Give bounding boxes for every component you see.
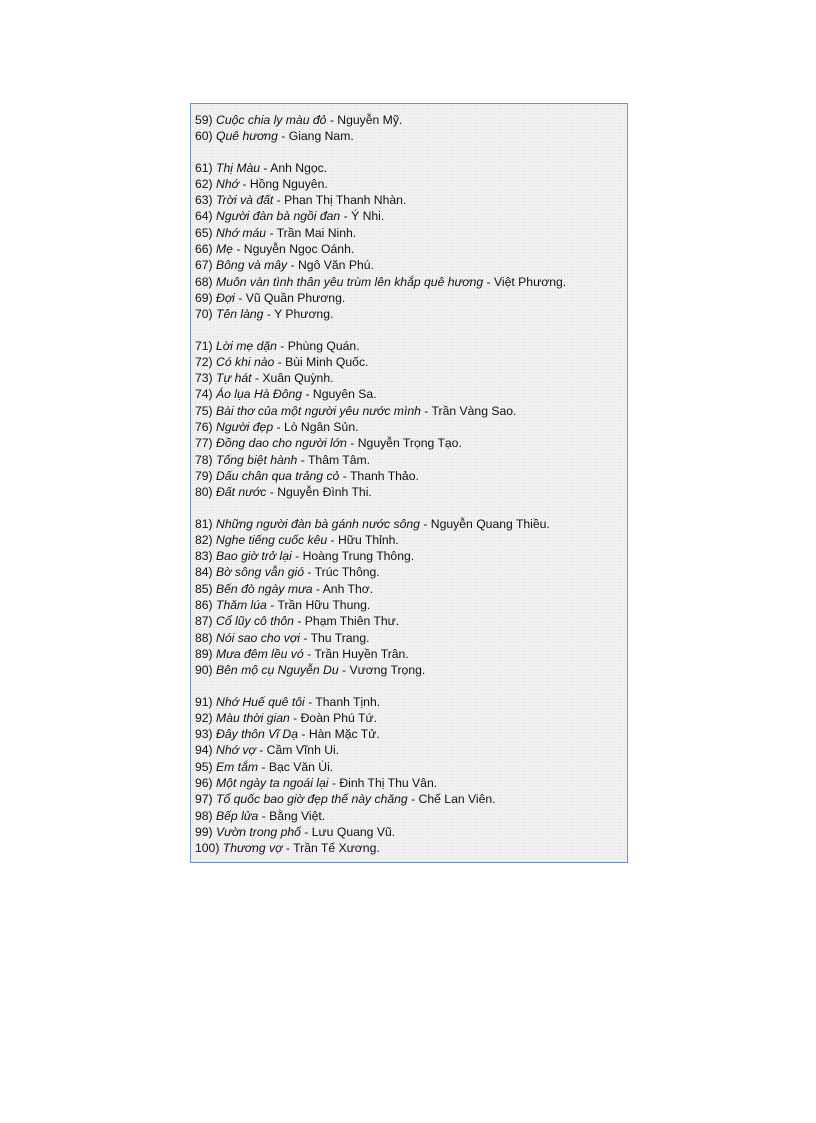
poem-author: Trần Vàng Sao. [431,403,517,418]
poem-author: Hàn Mặc Tử. [308,727,380,742]
poem-entry: 99) Vườn trong phố - Lưu Quang Vũ. [195,824,396,839]
poem-author: Nguyên Sa. [312,387,377,402]
poem-author: Chế Lan Viên. [418,792,496,807]
poem-author: Nguyễn Trọng Tạo. [357,436,462,451]
poem-entry: 92) Màu thời gian - Đoàn Phú Tứ. [195,710,377,725]
poem-number: 64) [195,209,213,224]
poem-number: 60) [195,129,213,144]
poem-title: Bên mộ cụ Nguyễn Du [216,663,339,678]
poem-number: 88) [195,630,213,645]
poem-entry: 70) Tên làng - Y Phương. [195,307,334,322]
poem-title: Tự hát [216,371,252,386]
poem-number: 98) [195,808,213,823]
poem-title: Người đàn bà ngồi đan [216,209,341,224]
poem-title: Dấu chân qua trảng cỏ [216,468,340,483]
poem-entry: 74) Áo lụa Hà Đông - Nguyên Sa. [195,387,377,402]
poem-title: Thị Màu [216,160,261,175]
poem-number: 89) [195,646,213,661]
poem-group [195,338,627,501]
poem-author: Trần Mai Ninh. [276,225,357,240]
poem-title: Bài thơ của một người yêu nước mình [216,403,421,418]
poem-entry: 61) Thị Màu - Anh Ngọc. [195,160,328,175]
poem-number: 76) [195,420,213,435]
poem-author: Hồng Nguyên. [249,176,328,191]
poem-title: Cuộc chia ly màu đỏ [216,113,327,127]
poem-number: 77) [195,436,213,451]
poem-author: Bùi Minh Quốc. [285,354,369,369]
poem-number: 62) [195,176,213,191]
poem-number: 63) [195,193,213,208]
poem-number: 68) [195,274,213,289]
poem-author: Vũ Quần Phương. [245,290,346,305]
poem-entry: 98) Bếp lửa - Bằng Việt. [195,808,326,823]
poem-title: Có khi nào [216,354,275,369]
poem-title: Đất nước [216,485,267,500]
poem-number: 82) [195,532,213,547]
poem-number: 95) [195,759,213,774]
poem-title: Mẹ [216,242,233,257]
poem-number: 65) [195,225,213,240]
poem-entry: 63) Trời và đất - Phan Thị Thanh Nhàn. [195,193,407,208]
poem-entry: 84) Bờ sông vẫn gió - Trúc Thông. [195,565,380,580]
poem-title: Vườn trong phố [216,824,301,839]
poem-number: 71) [195,338,213,353]
poem-author: Bằng Việt. [269,808,326,823]
poem-title: Bến đò ngày mưa [216,581,313,596]
poem-group [195,160,627,323]
poem-entry: 80) Đất nước - Nguyễn Đình Thi. [195,485,372,500]
poem-entry: 77) Đồng dao cho người lớn - Nguyễn Trọng Tạo. [195,436,462,451]
poem-entry: 91) Nhớ Huế quê tôi - Thanh Tịnh. [195,694,381,709]
poem-title: Tống biệt hành [216,452,298,467]
poem-number: 66) [195,242,213,257]
poem-entry: 93) Đây thôn Vĩ Dạ - Hàn Mặc Tử. [195,727,380,742]
poem-number: 85) [195,581,213,596]
poem-entry: 62) Nhớ - Hồng Nguyên. [195,176,328,191]
poem-entry: 88) Nói sao cho vợi - Thu Trang. [195,630,370,645]
poem-author: Nguyễn Quang Thiều. [430,516,550,531]
poem-author: Hoàng Trung Thông. [302,549,415,564]
poem-title: Một ngày ta ngoái lại [216,775,329,790]
poem-number: 74) [195,387,213,402]
poem-author: Thu Trang. [310,630,370,645]
poem-group [195,694,627,857]
poem-entry: 59) Cuộc chia ly màu đỏ - Nguyễn Mỹ. [195,113,403,127]
poem-number: 83) [195,549,213,564]
poem-author: Anh Thơ. [322,581,374,596]
poem-number: 59) [195,113,213,127]
poem-entry: 96) Một ngày ta ngoái lại - Đinh Thị Thu Vân. [195,775,438,790]
poem-title: Nhớ [216,176,239,191]
poem-title: Nói sao cho vợi [216,630,300,645]
poem-title: Đồng dao cho người lớn [216,436,347,451]
poem-title: Đợi [216,290,235,305]
poem-entry: 95) Em tắm - Bạc Văn Ùi. [195,759,334,774]
poem-title: Tên làng [216,307,264,322]
poem-author: Ngô Văn Phú. [298,258,374,273]
poem-author: Đoàn Phú Tứ. [300,710,377,725]
poem-number: 100) [195,841,220,856]
poem-author: Anh Ngọc. [270,160,328,175]
poem-author: Bạc Văn Ùi. [268,759,334,774]
poem-author: Phan Thị Thanh Nhàn. [284,193,407,208]
poem-author: Xuân Quỳnh. [262,371,334,386]
poem-entry: 85) Bến đò ngày mưa - Anh Thơ. [195,581,374,596]
poem-author: Trúc Thông. [314,565,380,580]
poem-entry: 81) Những người đàn bà gánh nước sông - Nguyễn Quang Thiều. [195,516,550,531]
poem-title: Nhớ máu [216,225,267,240]
poem-number: 92) [195,710,213,725]
poem-number: 97) [195,792,213,807]
poem-number: 94) [195,743,213,758]
poem-title: Người đẹp [216,420,274,435]
poem-entry: 64) Người đàn bà ngồi đan - Ý Nhi. [195,209,385,224]
poem-number: 87) [195,614,213,629]
poem-list-box [190,103,628,863]
poem-author: Nguyễn Ngọc Oánh. [243,242,355,257]
poem-title: Bao giờ trở lại [216,549,292,564]
poem-title: Nhớ Huế quê tôi [216,694,305,709]
poem-author: Thanh Thảo. [349,468,419,483]
poem-author: Nguyễn Đình Thi. [277,485,372,500]
poem-entry: 60) Quê hương - Giang Nam. [195,129,354,144]
poem-entry: 73) Tự hát - Xuân Quỳnh. [195,371,334,386]
poem-number: 75) [195,403,213,418]
poem-author: Đinh Thị Thu Vân. [339,775,438,790]
poem-entry: 78) Tống biệt hành - Thâm Tâm. [195,452,371,467]
poem-entry: 67) Bông và mây - Ngô Văn Phú. [195,258,374,273]
poem-title: Quê hương [216,129,278,144]
poem-title: Em tắm [216,759,258,774]
poem-number: 61) [195,160,213,175]
poem-number: 79) [195,468,213,483]
poem-number: 96) [195,775,213,790]
poem-title: Lời mẹ dặn [216,338,277,353]
poem-entry: 82) Nghe tiếng cuốc kêu - Hữu Thỉnh. [195,532,399,547]
poem-author: Phùng Quán. [287,338,360,353]
poem-title: Mưa đêm lều vó [216,646,304,661]
poem-group [195,516,627,679]
poem-author: Ý Nhi. [351,209,385,224]
poem-number: 72) [195,354,213,369]
poem-number: 91) [195,694,213,709]
poem-number: 84) [195,565,213,580]
poem-author: Y Phương. [274,307,334,322]
poem-title: Những người đàn bà gánh nước sông [216,516,420,531]
poem-entry: 83) Bao giờ trở lại - Hoàng Trung Thông. [195,549,415,564]
poem-title: Muôn vàn tình thân yêu trùm lên khắp quê hương [216,274,484,289]
poem-entry: 65) Nhớ máu - Trần Mai Ninh. [195,225,357,240]
poem-author: Trần Tế Xương. [293,841,380,856]
poem-number: 93) [195,727,213,742]
poem-title: Cổ lũy cô thôn [216,614,294,629]
poem-number: 80) [195,485,213,500]
poem-title: Bếp lửa [216,808,259,823]
poem-entry: 71) Lời mẹ dặn - Phùng Quán. [195,338,360,353]
poem-entry: 89) Mưa đêm lều vó - Trần Huyền Trân. [195,646,409,661]
poem-group [195,112,627,145]
poem-author: Trần Hữu Thung. [277,598,371,613]
poem-entry: 68) Muôn vàn tình thân yêu trùm lên khắp quê hương - Việt Phương. [195,274,567,289]
poem-title: Thăm lúa [216,598,267,613]
poem-entry: 94) Nhớ vợ - Cầm Vĩnh Ui. [195,743,340,758]
poem-number: 73) [195,371,213,386]
poem-title: Bông và mây [216,258,288,273]
poem-entry: 86) Thăm lúa - Trần Hữu Thung. [195,598,371,613]
poem-title: Thương vợ [222,841,283,856]
poem-author: Lò Ngân Sủn. [283,420,359,435]
poem-number: 69) [195,290,213,305]
poem-entry: 90) Bên mộ cụ Nguyễn Du - Vương Trọng. [195,663,426,678]
poem-title: Áo lụa Hà Đông [216,387,303,402]
poem-author: Vương Trọng. [349,663,426,678]
poem-author: Thâm Tâm. [307,452,371,467]
poem-entry: 97) Tổ quốc bao giờ đẹp thế này chăng - Chế Lan Viên. [195,792,496,807]
poem-title: Bờ sông vẫn gió [216,565,305,580]
poem-number: 78) [195,452,213,467]
poem-number: 67) [195,258,213,273]
poem-author: Thanh Tịnh. [315,694,381,709]
poem-entry: 76) Người đẹp - Lò Ngân Sủn. [195,420,359,435]
poem-author: Hữu Thỉnh. [337,532,399,547]
poem-author: Việt Phương. [494,274,567,289]
poem-number: 70) [195,307,213,322]
poem-entry: 87) Cổ lũy cô thôn - Phạm Thiên Thư. [195,614,400,629]
poem-entry: 72) Có khi nào - Bùi Minh Quốc. [195,354,369,369]
poem-entry: 75) Bài thơ của một người yêu nước mình - Trần Vàng Sao. [195,403,517,418]
poem-author: Lưu Quang Vũ. [311,824,396,839]
poem-entry: 79) Dấu chân qua trảng cỏ - Thanh Thảo. [195,468,419,483]
poem-title: Nghe tiếng cuốc kêu [216,532,328,547]
poem-title: Trời và đất [216,193,274,208]
poem-entry: 69) Đợi - Vũ Quần Phương. [195,290,346,305]
poem-author: Cầm Vĩnh Ui. [266,743,340,758]
poem-entry: 66) Mẹ - Nguyễn Ngọc Oánh. [195,242,355,257]
poem-title: Đây thôn Vĩ Dạ [216,727,298,742]
poem-title: Nhớ vợ [216,743,256,758]
poem-title: Màu thời gian [216,710,290,725]
poem-entry: 100) Thương vợ - Trần Tế Xương. [195,841,380,856]
poem-author: Giang Nam. [288,129,354,144]
poem-number: 81) [195,516,213,531]
poem-number: 90) [195,663,213,678]
poem-title: Tổ quốc bao giờ đẹp thế này chăng [216,792,408,807]
poem-author: Phạm Thiên Thư. [304,614,400,629]
poem-author: Trần Huyền Trân. [314,646,409,661]
poem-number: 99) [195,824,213,839]
poem-author: Nguyễn Mỹ. [337,113,403,127]
poem-number: 86) [195,598,213,613]
